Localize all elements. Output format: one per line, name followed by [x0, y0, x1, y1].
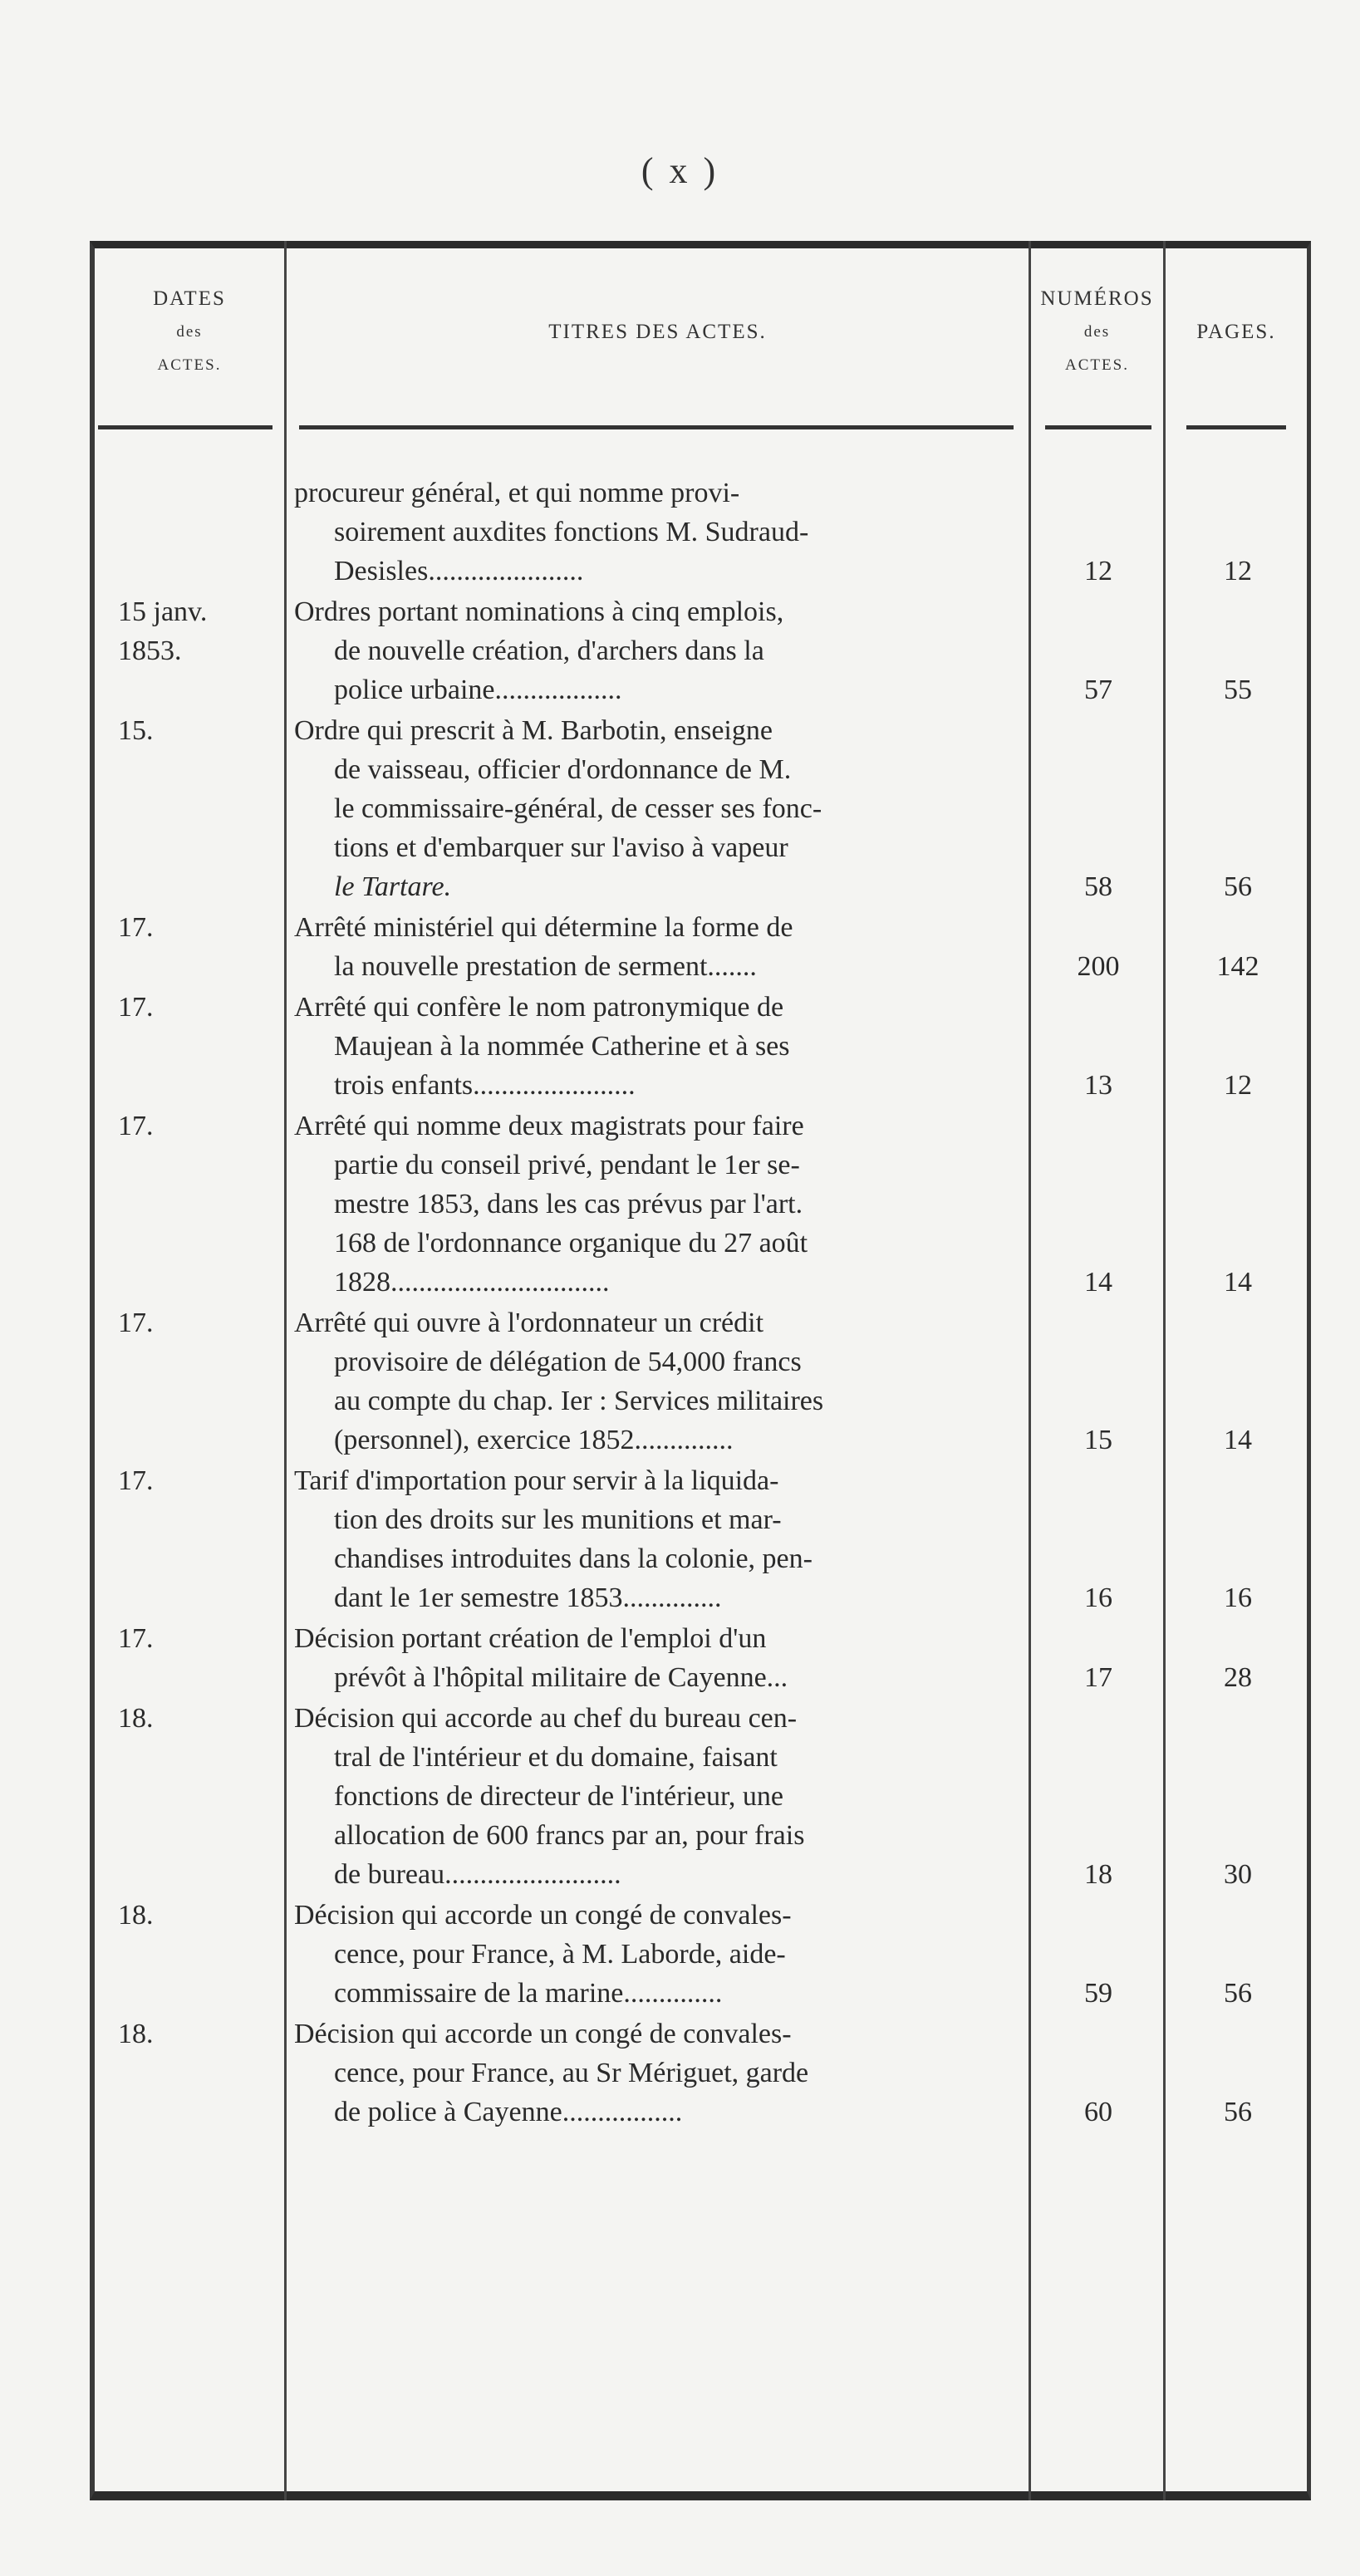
header-pages: PAGES. — [1196, 321, 1276, 343]
entry-title — [294, 1106, 1024, 1302]
entry-page: 12 — [1224, 556, 1252, 586]
entry-page: 28 — [1224, 1662, 1252, 1693]
entry-title-line: 1828............................... — [334, 1267, 610, 1298]
entry-title-line: partie du conseil privé, pendant le 1er se- — [334, 1150, 800, 1180]
entry-page: 14 — [1224, 1425, 1252, 1455]
entry-numero: 17 — [1084, 1662, 1112, 1693]
entry-title-line: le commissaire-général, de cesser ses fonc- — [334, 793, 822, 824]
entry-title-line: tral de l'intérieur et du domaine, faisant — [334, 1742, 778, 1773]
entry-title-line: de bureau......................... — [334, 1859, 621, 1890]
entry-date: 18. — [118, 2019, 154, 2049]
header-rule-titres — [299, 425, 1014, 429]
column-divider-titres — [1029, 241, 1031, 2500]
entry-title — [294, 1619, 1024, 1697]
entry-page: 56 — [1224, 1978, 1252, 2009]
header-numeros-line1: NUMÉROS — [1040, 287, 1154, 310]
header-dates-line1: DATES — [153, 287, 226, 310]
entry-title-line: prévôt à l'hôpital militaire de Cayenne... — [334, 1662, 788, 1693]
entry-title — [294, 592, 1024, 709]
header-rule-pages — [1186, 425, 1286, 429]
header-titres: TITRES DES ACTES. — [548, 321, 767, 343]
entry-date: 17. — [118, 1308, 154, 1338]
entry-date: 17. — [118, 912, 154, 943]
header-dates-line2: des — [176, 323, 203, 341]
entry-title-line: police urbaine.................. — [334, 675, 622, 705]
entry-date: 18. — [118, 1900, 154, 1931]
entry-title-line: Arrêté qui ouvre à l'ordonnateur un crédit — [294, 1308, 764, 1338]
entry-title-line: Ordres portant nominations à cinq emplois, — [294, 596, 784, 627]
entry-page: 12 — [1224, 1070, 1252, 1101]
entry-title-line: (personnel), exercice 1852.............. — [334, 1425, 734, 1455]
entry-title-line: trois enfants....................... — [334, 1070, 636, 1101]
entry-title-line: allocation de 600 francs par an, pour frais — [334, 1820, 805, 1851]
entry-page: 142 — [1216, 951, 1259, 982]
entry-numero: 12 — [1084, 556, 1112, 586]
column-divider-dates — [284, 241, 287, 2500]
entry-date: 15 janv. 1853. — [118, 596, 208, 666]
entry-numero: 200 — [1077, 951, 1120, 982]
entry-title-line: commissaire de la marine.............. — [334, 1978, 723, 2009]
entry-date: 17. — [118, 1465, 154, 1496]
entry-title — [294, 1303, 1024, 1460]
entry-numero: 16 — [1084, 1582, 1112, 1613]
entry-numero: 58 — [1084, 871, 1112, 902]
entry-title-line: de police à Cayenne................. — [334, 2097, 683, 2127]
entry-title — [294, 1896, 1024, 2013]
entry-page: 14 — [1224, 1267, 1252, 1298]
entry-title-line: de vaisseau, officier d'ordonnance de M. — [334, 754, 792, 785]
entry-title-line: procureur général, et qui nomme provi- — [294, 478, 740, 508]
entry-title-line: tion des droits sur les munitions et mar- — [334, 1504, 782, 1535]
entry-title-line: tions et d'embarquer sur l'aviso à vapeur — [334, 832, 788, 863]
header-rule-dates — [98, 425, 272, 429]
entry-date: 17. — [118, 1111, 154, 1141]
entry-numero: 18 — [1084, 1859, 1112, 1890]
entry-title-line: Ordre qui prescrit à M. Barbotin, enseigne — [294, 715, 773, 746]
entry-page: 56 — [1224, 871, 1252, 902]
entry-numero: 57 — [1084, 675, 1112, 705]
entry-title-line: Arrêté ministériel qui détermine la forme de — [294, 912, 793, 943]
entry-numero: 14 — [1084, 1267, 1112, 1298]
column-divider-numeros — [1163, 241, 1166, 2500]
entry-title — [294, 1699, 1024, 1894]
entry-title-line: cence, pour France, à M. Laborde, aide- — [334, 1939, 786, 1970]
entry-title-line: la nouvelle prestation de serment....... — [334, 951, 757, 982]
header-dates — [95, 282, 284, 382]
header-numeros-line2: des — [1083, 323, 1111, 341]
entry-title-line: Arrêté qui nomme deux magistrats pour faire — [294, 1111, 804, 1141]
entry-date: 15. — [118, 715, 154, 746]
entry-title-line: Décision qui accorde au chef du bureau cen- — [294, 1703, 798, 1734]
entry-title-line: le Tartare. — [334, 871, 452, 902]
entry-page: 55 — [1224, 675, 1252, 705]
entry-title — [294, 2014, 1024, 2132]
entry-title — [294, 711, 1024, 906]
entry-title — [294, 908, 1024, 986]
entry-title-line: mestre 1853, dans les cas prévus par l'art. — [334, 1189, 803, 1219]
entry-title-line: Tarif d'importation pour servir à la liquida- — [294, 1465, 779, 1496]
entry-title-line: 168 de l'ordonnance organique du 27 août — [334, 1228, 808, 1259]
entry-date: 18. — [118, 1703, 154, 1734]
header-numeros-line3: ACTES. — [1065, 356, 1129, 374]
entry-title-line: de nouvelle création, d'archers dans la — [334, 635, 764, 666]
entry-title-line: chandises introduites dans la colonie, pen- — [334, 1543, 813, 1574]
header-rule-numeros — [1045, 425, 1151, 429]
entry-title — [294, 988, 1024, 1105]
entry-title-line: fonctions de directeur de l'intérieur, une — [334, 1781, 783, 1812]
entry-numero: 60 — [1084, 2097, 1112, 2127]
entry-title-line: Décision portant création de l'emploi d'un — [294, 1623, 767, 1654]
entry-title-line: Décision qui accorde un congé de convales- — [294, 1900, 792, 1931]
entry-title-line: au compte du chap. Ier : Services militaires — [334, 1386, 824, 1416]
header-numeros — [1031, 282, 1163, 382]
entry-page: 56 — [1224, 2097, 1252, 2127]
page-number: ( x ) — [641, 150, 719, 191]
entry-date: 17. — [118, 992, 154, 1023]
entry-title-line: Décision qui accorde un congé de convales- — [294, 2019, 792, 2049]
entry-title-line: soirement auxdites fonctions M. Sudraud- — [334, 517, 809, 547]
entry-numero: 59 — [1084, 1978, 1112, 2009]
entry-page: 30 — [1224, 1859, 1252, 1890]
entry-page: 16 — [1224, 1582, 1252, 1613]
entry-title-line: Arrêté qui confère le nom patronymique de — [294, 992, 784, 1023]
entry-numero: 13 — [1084, 1070, 1112, 1101]
entry-title — [294, 1461, 1024, 1617]
header-dates-line3: ACTES. — [157, 356, 222, 374]
entry-title-line: Maujean à la nommée Catherine et à ses — [334, 1031, 790, 1062]
entry-title-line: provisoire de délégation de 54,000 francs — [334, 1347, 802, 1377]
entry-title-line: dant le 1er semestre 1853.............. — [334, 1582, 722, 1613]
entry-title — [294, 473, 1024, 591]
entry-title-line: cence, pour France, au Sr Mériguet, garde — [334, 2058, 809, 2088]
entry-title-line: Desisles...................... — [334, 556, 584, 586]
entry-numero: 15 — [1084, 1425, 1112, 1455]
entry-date: 17. — [118, 1623, 154, 1654]
